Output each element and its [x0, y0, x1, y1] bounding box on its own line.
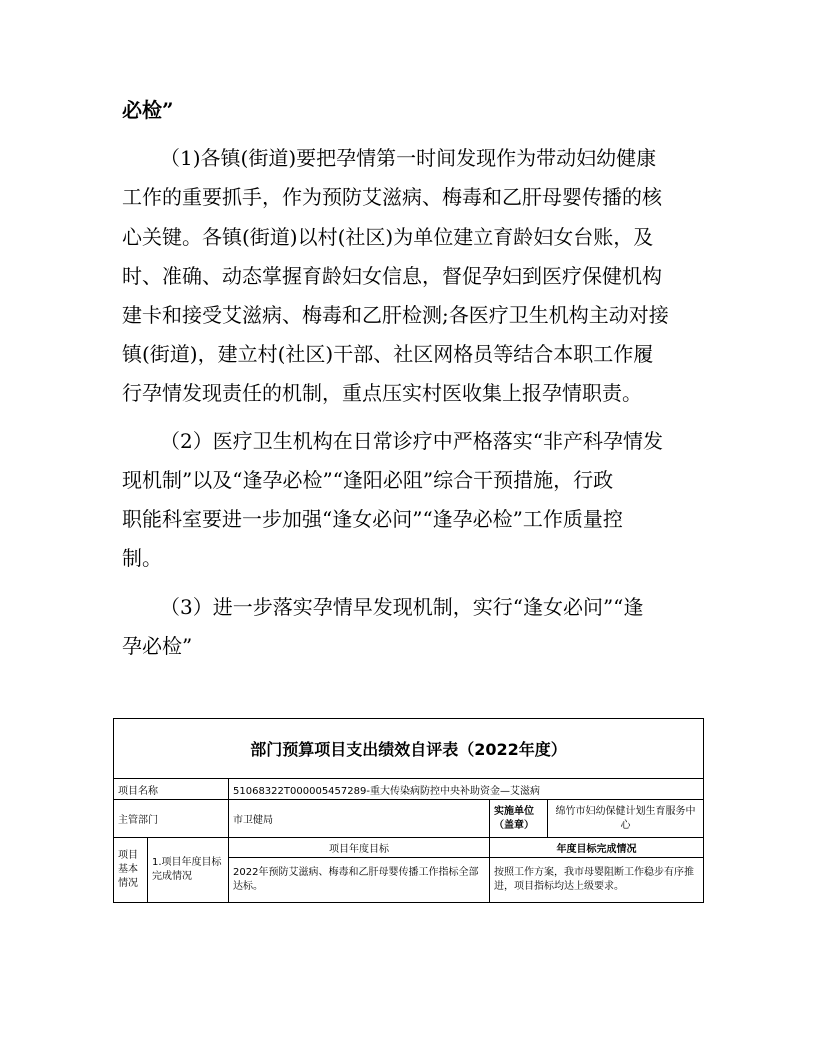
project-name-value: 51068322T000005457289-重大传染病防控中央补助资金—艾滋病 [229, 779, 704, 800]
dept-label: 主管部门 [114, 800, 229, 838]
paragraph-line: 制。 [122, 546, 162, 570]
project-name-label: 项目名称 [114, 779, 229, 800]
goal-completion-label: 1.项目年度目标完成情况 [148, 838, 229, 903]
annual-goal-header: 项目年度目标 [229, 838, 490, 858]
paragraph-line: 心关键。各镇(街道)以村(社区)为单位建立育龄妇女台账，及 [122, 225, 654, 249]
table-title: 部门预算项目支出绩效自评表（2022年度） [114, 719, 704, 779]
impl-unit-value: 绵竹市妇幼保健计划生育服务中心 [548, 800, 704, 838]
paragraph-line: 行孕情发现责任的机制，重点压实村医收集上报孕情职责。 [122, 381, 642, 405]
paragraph-line: 镇(街道)，建立村(社区)干部、社区网格员等结合本职工作履 [122, 342, 654, 366]
paragraph-line: 工作的重要抓手，作为预防艾滋病、梅毒和乙肝母婴传播的核 [122, 185, 662, 209]
basic-info-label: 项目基本情况 [114, 838, 148, 903]
budget-table-container [113, 718, 703, 911]
paragraph-line: 职能科室要进一步加强“逢女必问”“逢孕必检”工作质量控 [122, 507, 623, 531]
paragraph-line: 孕必检” [122, 634, 193, 658]
budget-performance-table [113, 718, 704, 903]
paragraph-line: （1)各镇(街道)要把孕情第一时间发现作为带动妇幼健康 [160, 146, 657, 170]
annual-completion-header: 年度目标完成情况 [490, 838, 704, 858]
annual-goal-text: 2022年预防艾滋病、梅毒和乙肝母婴传播工作指标全部达标。 [229, 858, 490, 903]
paragraph-line: （3）进一步落实孕情早发现机制，实行“逢女必问”“逢 [160, 595, 644, 619]
paragraph-line: 必检” [122, 98, 174, 122]
paragraph-line: 建卡和接受艾滋病、梅毒和乙肝检测;各医疗卫生机构主动对接 [122, 303, 669, 327]
paragraph-line: 现机制”以及“逢孕必检”“逢阳必阻”综合干预措施，行政 [122, 468, 614, 492]
dept-value: 市卫健局 [229, 800, 490, 838]
impl-unit-label: 实施单位（盖章） [490, 800, 548, 838]
paragraph-line: 时、准确、动态掌握育龄妇女信息，督促孕妇到医疗保健机构 [122, 264, 662, 288]
paragraph-line: （2）医疗卫生机构在日常诊疗中严格落实“非产科孕情发 [160, 429, 663, 453]
annual-completion-text: 按照工作方案，我市母婴阻断工作稳步有序推进，项目指标均达上级要求。 [490, 858, 704, 903]
